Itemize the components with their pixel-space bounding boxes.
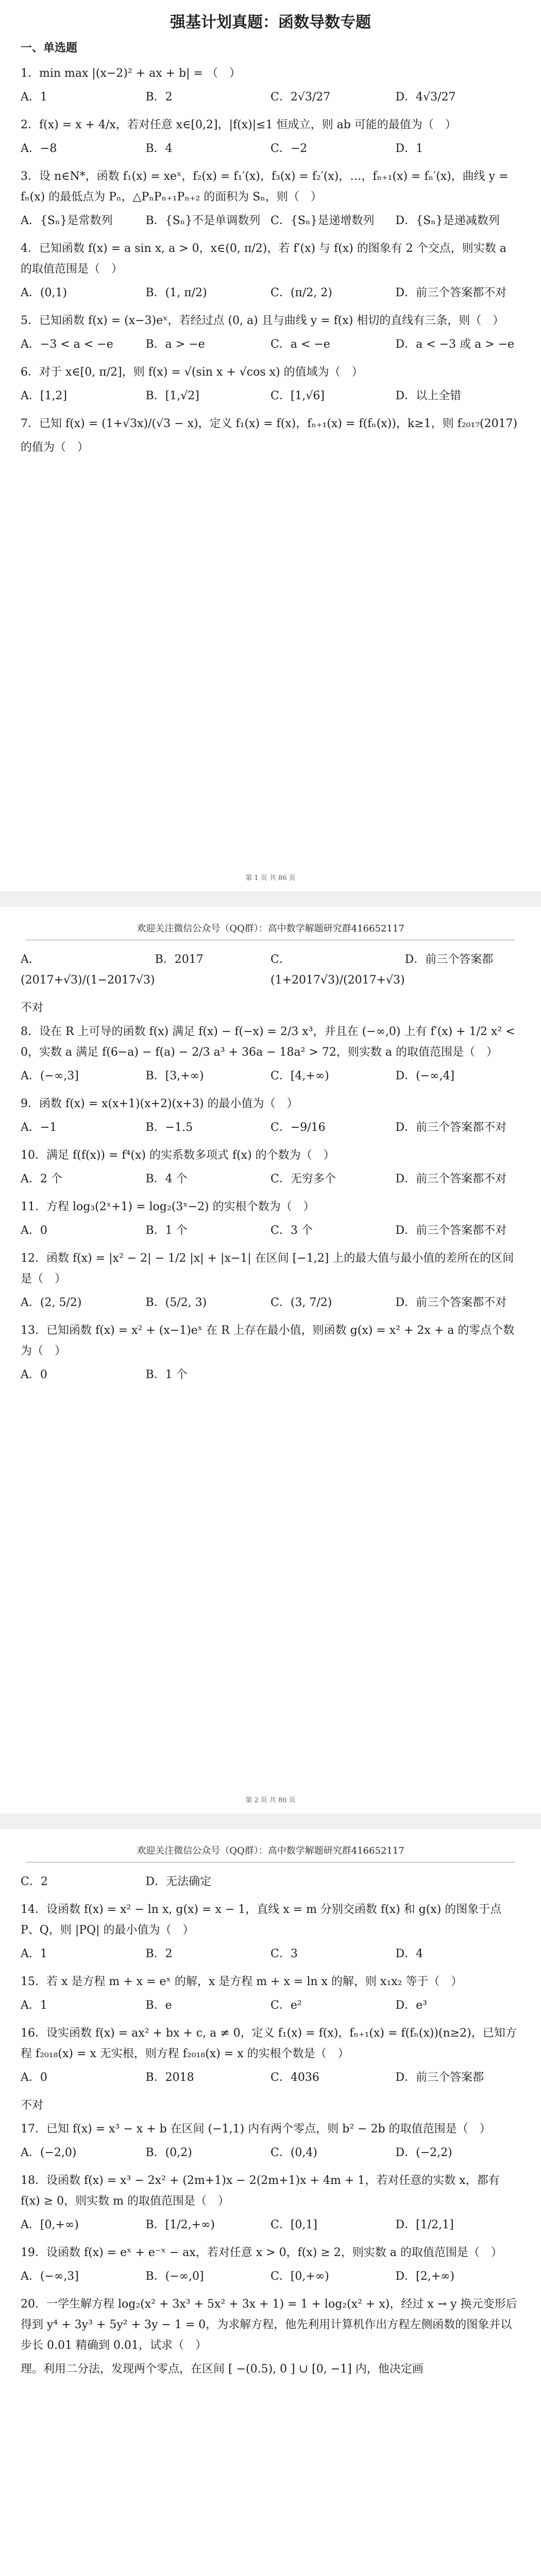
answer-option: D．[1/2,1]: [395, 2218, 454, 2231]
option-row: [21, 283, 520, 303]
answer-option: B．(−∞,0]: [145, 2270, 204, 2283]
question-text: 16．设实函数 f(x) = ax² + bx + c, a ≠ 0，定义 f₁(x) = f(x)，fₙ₊₁(x) = f(fₙ(x))(n≥2)，已知方程 f₂₀₁₈(x) = x 无实根，则方程 f₂₀₁₈(x) = x 的实根个数是（ ）: [21, 2027, 517, 2060]
answer-option: C．(0,4): [270, 2146, 317, 2159]
option-row: [21, 1944, 520, 1964]
question-list: [21, 1872, 520, 2380]
answer-option: D．前三个答案都不对: [395, 1121, 507, 1134]
question-list: [21, 950, 520, 1385]
answer-option: C．[0,+∞): [270, 2270, 329, 2283]
answer-option: D．4√3/27: [395, 91, 456, 104]
answer-option: A．0: [21, 1224, 47, 1237]
answer-option: C．(1+2017√3)/(2017+√3): [270, 953, 405, 987]
answer-option: B．2: [145, 1947, 173, 1960]
question-text: 不对: [21, 2099, 44, 2112]
answer-option: B．1 个: [145, 1224, 188, 1237]
option-row: [21, 386, 520, 406]
answer-option: A．0: [21, 2071, 47, 2084]
question-text: 1．min max |(x−2)² + ax + b| = （ ）: [21, 67, 241, 80]
answer-option: A．{Sₙ}是常数列: [21, 214, 113, 227]
answer-option: C．[0,1]: [270, 2218, 317, 2231]
answer-option: [396, 1872, 521, 1892]
page-3: [0, 1829, 541, 2576]
answer-option: D．e³: [395, 1999, 427, 2012]
answer-option: C．3: [270, 1947, 298, 1960]
answer-option: D．(−2,2): [395, 2146, 452, 2159]
option-row: [21, 87, 520, 108]
question-text: 理。利用二分法，发现两个零点，在区间 [ −(0.5), 0 ] ∪ [0, −1] 内，他决定画: [21, 2363, 424, 2376]
section-heading: 一、单选题: [21, 41, 78, 55]
answer-option: B．{Sₙ}不是单调数列: [145, 214, 261, 227]
answer-option: C．{Sₙ}是递增数列: [270, 214, 375, 227]
option-row: [21, 211, 520, 231]
question-text: 9．函数 f(x) = x(x+1)(x+2)(x+3) 的最小值为（ ）: [21, 1097, 298, 1110]
answer-option: B．2017: [155, 953, 204, 966]
question-text: 11．方程 log₃(2ˣ+1) = log₂(3ˣ−2) 的实根个数为（ ）: [21, 1200, 315, 1213]
answer-option: D．前三个答案都: [395, 2071, 484, 2084]
answer-option: A．[0,+∞): [21, 2218, 79, 2231]
answer-option: D．[2,+∞): [395, 2270, 455, 2283]
option-row: [21, 1293, 520, 1313]
option-row: [21, 1872, 520, 1892]
question-text: 6．对于 x∈[0, π/2]，则 f(x) = √(sin x + √cos x) 的值域为（ ）: [21, 366, 363, 379]
answer-option: A．(2, 5/2): [21, 1296, 82, 1309]
option-row: [21, 1117, 520, 1138]
answer-option: A．(−2,0): [21, 2146, 77, 2159]
page-2: [0, 907, 541, 1814]
option-row: [21, 1221, 520, 1241]
option-row: [21, 2143, 520, 2163]
answer-option: A．−8: [21, 142, 57, 155]
question-text: 10．满足 f(f(x)) = f⁴(x) 的实系数多项式 f(x) 的个数为（ ）: [21, 1149, 335, 1162]
answer-option: B．e: [145, 1999, 172, 2012]
answer-option: B．a > −e: [145, 338, 205, 351]
page-header: 欢迎关注微信公众号（QQ群）：高中数学解题研究群416652117: [26, 1829, 515, 1862]
question-text: 18．设函数 f(x) = x³ − 2x² + (2m+1)x − 2(2m+1)x + 4m + 1，若对任意的实数 x，都有 f(x) ≥ 0，则实数 m 的取值范围是（ ）: [21, 2174, 500, 2208]
answer-option: C．无穷多个: [270, 1173, 336, 1185]
answer-option: B．[1/2,+∞): [145, 2218, 215, 2231]
answer-option: C．e²: [270, 1999, 302, 2012]
question-text: 的值为（ ）: [21, 441, 89, 454]
option-row: [21, 1995, 520, 2016]
question-text: 2．f(x) = x + 4/x，若对任意 x∈[0,2]，|f(x)|≤1 恒成立，则 ab 可能的最值为（ ）: [21, 118, 457, 131]
answer-option: C．−2: [270, 142, 308, 155]
answer-option: [270, 1365, 396, 1385]
answer-option: B．2: [145, 91, 173, 104]
answer-option: B．[3,+∞): [145, 1070, 204, 1082]
answer-option: D．前三个答案都: [404, 953, 494, 966]
answer-option: C．[4,+∞): [270, 1070, 329, 1082]
answer-option: D．4: [395, 1947, 424, 1960]
answer-option: B．4 个: [145, 1173, 188, 1185]
answer-option: D．无法确定: [145, 1875, 212, 1888]
answer-option: C．2√3/27: [270, 91, 331, 104]
option-row: [21, 1365, 520, 1385]
answer-option: A．−1: [21, 1121, 57, 1134]
answer-option: A．(0,1): [21, 286, 67, 299]
option-row: [21, 2266, 520, 2287]
option-row: [21, 950, 520, 991]
answer-option: A．1: [21, 1999, 47, 2012]
page-footer: 第 1 页 共 86 页: [245, 874, 296, 882]
answer-option: B．4: [145, 142, 173, 155]
question-text: 14．设函数 f(x) = x² − ln x, g(x) = x − 1，直线 x = m 分别交函数 f(x) 和 g(x) 的图象于点 P、Q，则 |PQ| 的最小值为（ ）: [21, 1903, 502, 1937]
page-footer: 第 2 页 共 86 页: [245, 1797, 296, 1804]
answer-option: D．1: [395, 142, 424, 155]
question-text: 15．若 x 是方程 m + x = eˣ 的解，x 是方程 m + x = ln x 的解，则 x₁x₂ 等于（ ）: [21, 1975, 463, 1988]
option-row: [21, 139, 520, 159]
question-list: [21, 63, 520, 458]
answer-option: A．(−∞,3]: [21, 2270, 79, 2283]
question-text: 4．已知函数 f(x) = a sin x, a > 0，x∈(0, π/2)，若 f′(x) 与 f(x) 的图象有 2 个交点，则实数 a 的取值范围是（ ）: [21, 242, 506, 276]
answer-option: [396, 1365, 521, 1385]
question-text: 12．函数 f(x) = |x² − 2| − 1/2 |x| + |x−1| 在区间 [−1,2] 上的最大值与最小值的差所在的区间是（ ）: [21, 1252, 514, 1285]
answer-option: A．(−∞,3]: [21, 1070, 79, 1082]
answer-option: D．前三个答案都不对: [395, 1224, 507, 1237]
answer-option: D．a < −3 或 a > −e: [395, 338, 515, 351]
answer-option: D．前三个答案都不对: [395, 1296, 507, 1309]
answer-option: A．1: [21, 91, 47, 104]
answer-option: B．(1, π/2): [145, 286, 207, 299]
question-text: 17．已知 f(x) = x³ − x + b 在区间 (−1,1) 内有两个零点，则 b² − 2b 的取值范围是（ ）: [21, 2123, 491, 2136]
answer-option: C．a < −e: [270, 338, 330, 351]
option-row: [21, 2067, 520, 2088]
answer-option: D．(−∞,4]: [395, 1070, 455, 1082]
answer-option: B．(0,2): [145, 2146, 192, 2159]
option-row: [21, 334, 520, 355]
answer-option: C．2: [21, 1875, 48, 1888]
answer-option: D．前三个答案都不对: [395, 1173, 507, 1185]
answer-option: B．1 个: [145, 1368, 188, 1381]
question-text: 8．设在 R 上可导的函数 f(x) 满足 f(x) − f(−x) = 2/3 x³，并且在 (−∞,0) 上有 f′(x) + 1/2 x² < 0，实数 a 满足 f(6−a) − f(a) − 2/3 a³ + 36a − 18a² > 72，则实数 a 的取值范围是（ ）: [21, 1025, 515, 1059]
question-text: 20．一学生解方程 log₂(x² + 3x³ + 5x² + 3x + 1) = 1 + log₂(x² + x)，经过 x → y 换元变形后得到 y⁴ + 3y³ + 5y² + 3y − 1 = 0，为求解方程，他先利用计算机作出方程左侧函数的图象并以步长 0.01 精确到 0.01，试求（ ）: [21, 2298, 517, 2352]
answer-option: [270, 1872, 396, 1892]
option-row: [21, 1169, 520, 1190]
answer-option: C．[1,√6]: [270, 389, 325, 402]
answer-option: A．2 个: [21, 1173, 62, 1185]
answer-option: A．−3 < a < −e: [21, 338, 113, 351]
question-text: 13．已知函数 f(x) = x² + (x−1)eˣ 在 R 上存在最小值，则函数 g(x) = x² + 2x + a 的零点个数为（ ）: [21, 1324, 515, 1358]
question-text: 3．设 n∈N*，函数 f₁(x) = xeˣ，f₂(x) = f₁′(x)，f₃(x) = f₂′(x)，…，fₙ₊₁(x) = fₙ′(x)，曲线 y = fₙ(x) 的最低点为 Pₙ，△PₙPₙ₊₁Pₙ₊₂ 的面积为 Sₙ，则（ ）: [21, 170, 509, 204]
question-text: 5．已知函数 f(x) = (x−3)eˣ，若经过点 (0, a) 且与曲线 y = f(x) 相切的直线有三条，则（ ）: [21, 314, 504, 327]
answer-option: A．(2017+√3)/(1−2017√3): [21, 953, 155, 987]
option-row: [21, 2215, 520, 2235]
answer-option: B．(5/2, 3): [145, 1296, 207, 1309]
question-text: 19．设函数 f(x) = eˣ + e⁻ˣ − ax，若对任意 x > 0，f(x) ≥ 2，则实数 a 的取值范围是（ ）: [21, 2246, 502, 2259]
answer-option: A．1: [21, 1947, 47, 1960]
answer-option: C．−9/16: [270, 1121, 326, 1134]
answer-option: A．[1,2]: [21, 389, 67, 402]
answer-option: D．前三个答案都不对: [395, 286, 507, 299]
answer-option: C．(3, 7/2): [270, 1296, 332, 1309]
page-1: [0, 0, 541, 891]
question-text: 不对: [21, 1002, 44, 1014]
answer-option: B．−1.5: [145, 1121, 193, 1134]
answer-option: C．3 个: [270, 1224, 313, 1237]
page-header: 欢迎关注微信公众号（QQ群）：高中数学解题研究群416652117: [26, 907, 515, 940]
question-text: 7．已知 f(x) = (1+√3x)/(√3 − x)，定义 f₁(x) = f(x)，fₙ₊₁(x) = f(fₙ(x))，k≥1，则 f₂₀₁₇(2017): [21, 417, 518, 430]
answer-option: B．[1,√2]: [145, 389, 199, 402]
answer-option: D．以上全错: [395, 389, 462, 402]
answer-option: D．{Sₙ}是递减数列: [395, 214, 500, 227]
answer-option: B．2018: [145, 2071, 194, 2084]
option-row: [21, 1066, 520, 1087]
answer-option: A．0: [21, 1368, 47, 1381]
page-title: 强基计划真题：函数导数专题: [170, 13, 371, 31]
answer-option: C．4036: [270, 2071, 319, 2084]
answer-option: C．(π/2, 2): [270, 286, 332, 299]
